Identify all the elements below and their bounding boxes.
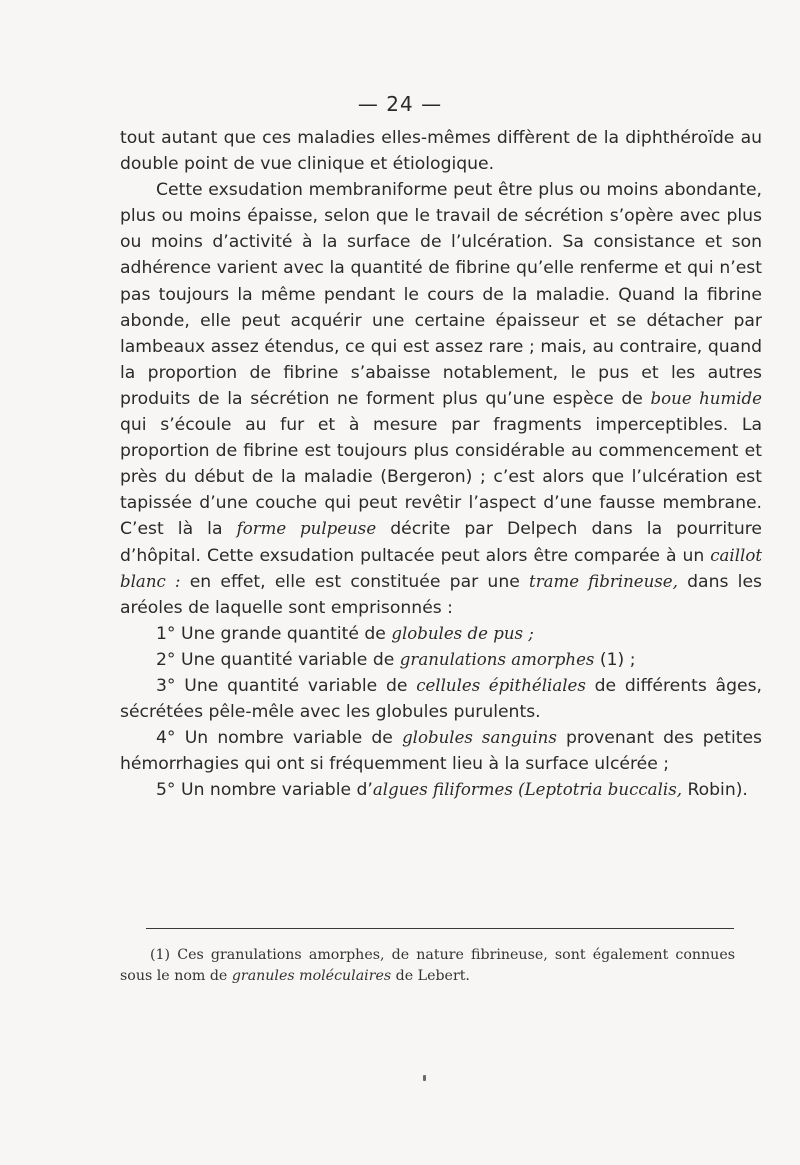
list-item-2-rest: (1) ;	[594, 649, 636, 670]
main-text	[120, 125, 762, 803]
list-item-5-rest: Robin).	[681, 780, 748, 801]
list-item-3-rest: de différents âges, sécrétées pêle-mêle avec les globules purulents.	[120, 675, 762, 723]
ink-speck	[423, 1075, 426, 1081]
list-item-5-term: algues filiformes (Leptotria buccalis,	[372, 780, 682, 800]
footnote-divider	[146, 928, 734, 929]
paragraph-2-text-a: Cette exsudation membraniforme peut être plus ou moins abondante, plus ou moins épaisse, selon que le travail de sécrétion s’opère avec plus ou moins d’activité à la surface de l’ulcération. Sa consistance et son adhérence varient avec la quantité de fibrine qu’elle renferme et qui n’est pas toujours la même pendant le cours de la maladie. Quand la fibrine abonde, elle peut acquérir une certaine épaisseur et se détacher par lambeaux assez étendus, ce qui est assez rare ; mais, au contraire, quand la proportion de fibrine s’abaisse notablement, le pus et les autres produits de la sécrétion ne forment plus qu’une espèce de	[120, 180, 762, 409]
list-item-1	[120, 621, 762, 647]
paragraph-2-text-e: dans les aréoles de laquelle sont emprisonnés :	[120, 571, 762, 618]
list-item-4-text: 4° Un nombre variable de	[156, 728, 403, 749]
paragraph-1: tout autant que ces maladies elles-mêmes diffèrent de la diphthéroïde au double point de vue clinique et étiologique.	[120, 128, 762, 175]
footnote	[120, 945, 735, 987]
italic-term-trame-fibrineuse: trame fibrineuse,	[529, 571, 678, 591]
list-item-4-rest: provenant des petites hémorrhagies qui ont si fréquemment lieu à la surface ulcérée ;	[120, 728, 763, 775]
list-item-3-text: 3° Une quantité variable de	[156, 675, 417, 696]
footnote-text-a: (1) Ces granulations amorphes, de nature fibrineuse, sont également connues sous le nom de	[120, 947, 735, 984]
paragraph-2-text-d: en effet, elle est constituée par une	[180, 571, 530, 592]
list-item-4-term: globules sanguins	[402, 728, 557, 748]
paragraph-2	[120, 177, 762, 621]
italic-term-caillot-blanc: caillot blanc :	[120, 545, 762, 591]
italic-term-forme-pulpeuse: forme pulpeuse	[236, 519, 377, 539]
list-item-1-term: globules de pus ;	[391, 623, 534, 643]
footnote-text-b: de Lebert.	[391, 968, 470, 984]
list-item-2-text: 2° Une quantité variable de	[156, 649, 400, 670]
italic-term-boue-humide: boue humide	[650, 388, 762, 408]
list-item-1-text: 1° Une grande quantité de	[156, 623, 392, 644]
list-item-5-text: 5° Un nombre variable d’	[156, 780, 373, 801]
paragraph-2-text-c: décrite par Delpech dans la pourriture d’hôpital. Cette exsudation pultacée peut alors être comparée à un	[120, 519, 762, 566]
list-item-3	[120, 673, 762, 725]
footnote-term: granules moléculaires	[231, 968, 392, 984]
list-item-3-term: cellules épithéliales	[416, 675, 586, 695]
page-number: — 24 —	[357, 92, 443, 116]
list-item-5	[120, 777, 762, 803]
list-item-4	[120, 725, 762, 777]
paragraph-2-text-b: qui s’écoule au fur et à mesure par fragments imperceptibles. La proportion de fibrine est toujours plus considérable au commencement et près du début de la maladie (Bergeron) ; c’est alors que l’ulcération est tapissée d’une couche qui peut revêtir l’aspect d’une fausse membrane. C’est là la	[120, 415, 762, 540]
list-item-2	[120, 647, 762, 673]
list-item-2-term: granulations amorphes	[399, 649, 595, 669]
